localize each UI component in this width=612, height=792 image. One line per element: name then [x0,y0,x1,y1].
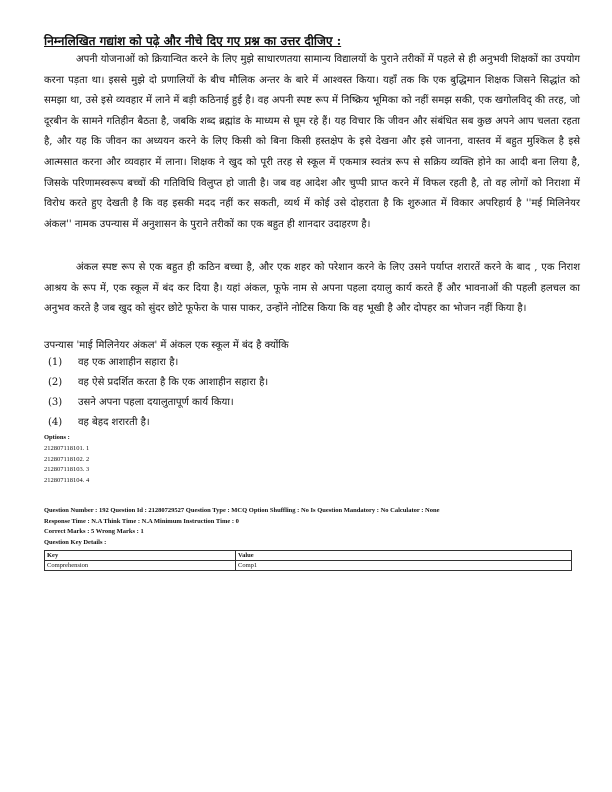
question-details-line: Question Number : 192 Question Id : 21280729527 Question Type : MCQ Option Shuffling : No Is Question Mandatory : No Calculator : None [44,507,440,514]
table-row [45,561,572,571]
question-key-table [44,550,572,571]
options-label: Options : [44,434,70,441]
option-text: वह एक आशाहीन सहारा है। [78,357,179,368]
marks-line: Correct Marks : 5 Wrong Marks : 1 [44,528,144,535]
option-text: वह ऐसे प्रदर्शित करता है कि एक आशाहीन सहारा है। [78,377,269,388]
option-number: (3) [48,397,63,408]
question-metadata [44,506,584,548]
table-header-cell: Value [236,551,572,561]
option-number: (4) [48,417,63,428]
table-header-cell: Key [45,551,236,561]
option-code: 212807118103. 3 [44,466,90,473]
option-code: 212807118104. 4 [44,476,90,484]
option-code: 212807118101. 1 [44,445,90,452]
option-number: (2) [48,377,63,388]
option-codes-list [44,444,89,486]
table-cell: Comp1 [236,561,572,571]
passage-instruction-heading: निम्नलिखित गद्यांश को पढ़े और नीचे दिए गए प्रश्न का उत्तर दीजिए : [44,34,342,48]
option-text: उसने अपना पहला दयालुतापूर्ण कार्य किया। [78,397,234,408]
option-3[interactable] [48,394,234,412]
option-4[interactable] [48,414,150,432]
option-2[interactable] [48,374,268,392]
question-stem: उपन्यास 'माई मिलिनेयर अंकल' में अंकल एक स्कूल में बंद है क्योंकि [44,340,289,351]
passage-paragraph-1: अपनी योजनाओं को क्रियान्वित करने के लिए मुझे साधारणतया सामान्य विद्यालयों के पुराने तरीकों में पहले से ही अनुभवी शिक्षकों का उपयोग करना पड़ता था। इससे मुझे दो प्रणालियों के बीच मौलिक अन्तर के बारे में आश्वस्त किया। यहाँ तक कि एक बुद्धिमान शिक्षक जिसने सिद्धांत को समझा था, उसे इसे व्यवहार में लाने में बड़ी कठिनाई हुई है। वह अपनी स्पष्ट रूप में निष्क्रिय भूमिका को नहीं समझ सकी, एक खगोलविद् की तरह, जो दूरबीन के सामने गतिहीन बैठता है, जबकि शब्द ब्रह्मांड के माध्यम से घूम रहे हैं। यह विचार कि जीवन और संबंधित सब कुछ अपने आप चलता रहता है, और यह कि जीवन का अध्ययन करने के लिए किसी को बिना किसी हस्तक्षेप के इसे देखना और इसे जानना, वास्तव में बहुत मुश्किल है इसे आत्मसात करना और व्यवहार में लाना। शिक्षक ने खुद को पूरी तरह से स्कूल में एकमात्र स्वतंत्र रूप से सक्रिय व्यक्ति होने का आदी बना लिया है, जिसके परिणामस्वरूप बच्चों की गतिविधि विलुप्त हो जाती है। जब वह आदेश और चुप्पी प्राप्त करने में विफल रहती है, तो वह लोगों को निराशा में विरोध करते हुए देखती है कि वह इसकी मदद नहीं कर सकती, व्यर्थ में कोई उसे दोहराता है कि शुरुआत में विकार अपरिहार्य है ''मई मिलिनेयर अंकल'' नामक उपन्यास में अनुशासन के पुराने तरीकों का एक बहुत ही शानदार उदाहरण है। [44,54,580,230]
table-header-row [45,551,572,561]
response-time-line: Response Time : N.A Think Time : N.A Minimum Instruction Time : 0 [44,517,239,525]
table-cell: Comprehension [45,561,236,571]
option-1[interactable] [48,354,178,372]
passage-paragraph-2: अंकल स्पष्ट रूप से एक बहुत ही कठिन बच्चा है, और एक शहर को परेशान करने के लिए उसने पर्याप्त शरारतें करने के बाद , एक निराश आश्रय के रूप में, एक स्कूल में बंद कर दिया है। यहां अंकल, फूफे नाम से अपना पहला दयालु कार्य करते हैं और भावनाओं की पहली हलचल का अनुभव करते है जब खुद को सुंदर छोटे फूफेरा के पास पाकर, उन्होंने नोटिस किया कि वह भूखी है और दोपहर का भोजन नहीं किया है। [44,262,580,315]
key-details-heading: Question Key Details : [44,538,107,546]
option-number: (1) [48,357,63,368]
option-code: 212807118102. 2 [44,455,90,463]
option-text: वह बेहद शरारती है। [78,417,150,428]
